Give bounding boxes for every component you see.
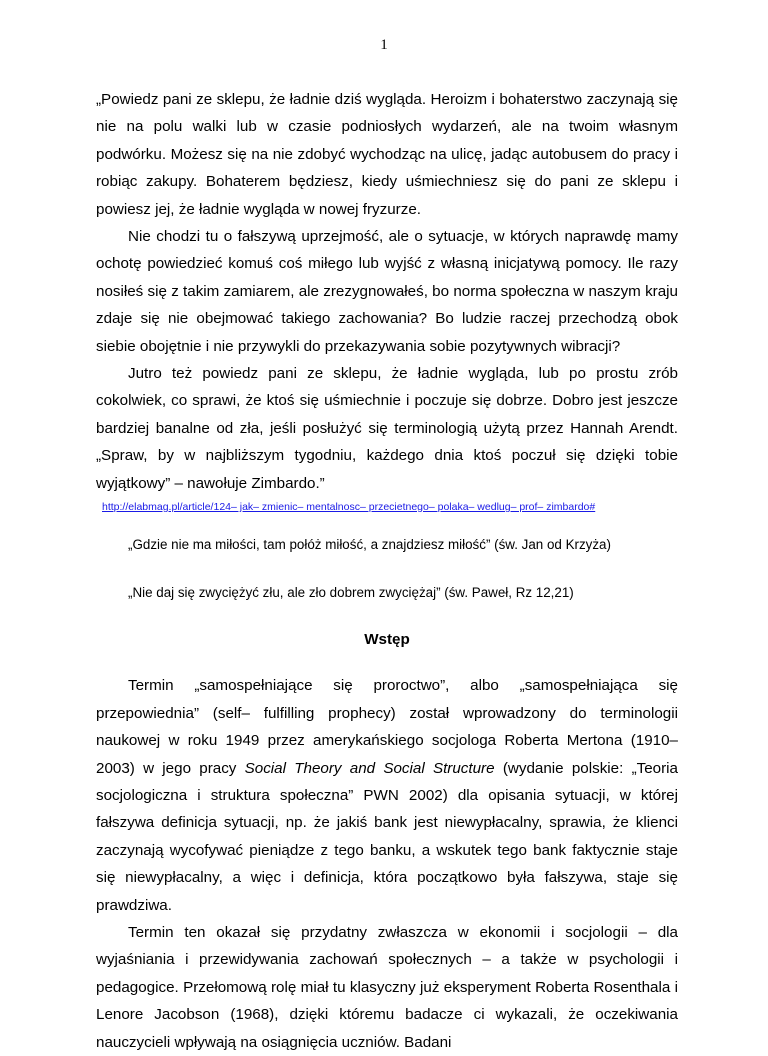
body-paragraph-2: Termin ten okazał się przydatny zwłaszcza w ekonomii i socjologii – dla wyjaśniania i przewidywania zachowań społecznych – a także w psychologii i pedagogice. Przełomową rolę miał tu klasyczny już eksperyment Roberta Rosenthala i Lenore Jacobson (1968), dzięki któremu badacze ci wykazali, że oczekiwania nauczycieli wpływają na osiągnięcia uczniów. Badani — [96, 923, 678, 1051]
body-paragraph-1 — [96, 672, 678, 919]
intro-paragraph-3: Jutro też powiedz pani ze sklepu, że ładnie wygląda, lub po prostu zrób cokolwiek, co sprawi, że ktoś się uśmiechnie i poczuje się dobrze. Dobro jest jeszcze bardziej banalne od zła, jeśli posłużyć się terminologią użytą przez Hannah Arendt. „Spraw, by w najbliższym tygodniu, każdego dnia ktoś poczuł się dzięki tobie wyjątkowy” – nawołuje Zimbardo.” — [96, 365, 678, 492]
intro-paragraph-1: „Powiedz pani ze sklepu, że ładnie dziś wygląda. Heroizm i bohaterstwo zaczynają się nie na polu walki lub w czasie podniosłych wydarzeń, ale na twoim własnym podwórku. Możesz się na nie zdobyć wychodząc na ulicę, jadąc autobusem do pracy i robiąc zakupy. Bohaterem będziesz, kiedy uśmiechniesz się do pani ze sklepu i powiesz jej, że ładnie wygląda w nowej fryzurze. — [96, 91, 678, 218]
source-link[interactable]: http://elabmag.pl/article/124– jak– zmienic– mentalnosc– przecietnego– polaka– wedlug– prof– zimbardo# — [102, 501, 596, 514]
body-paragraph-1-part-a: Termin „samospełniające się proroctwo”, albo „samospełniająca się przepowiednia” (self– fulfilling prophecy) został wprowadzony do terminologii naukowej w roku 1949 przez amerykańskiego socjologa Roberta Mertona (1910–2003) w jego pracy — [96, 677, 678, 777]
document-body — [96, 86, 678, 1056]
body-paragraph-1-part-b: (wydanie polskie: „Teoria socjologiczna i struktura społeczna” PWN 2002) dla opisania sytuacji, w której fałszywa definicja sytuacji, np. że jakiś bank jest niewypłacalny, sprawia, że klienci zaczynają wycofywać pieniądze z tego banku, a wskutek tego bank faktycznie staje się niewypłacalny, a więc i definicja, która początkowo była fałszywa, staje się prawdziwa. — [96, 759, 679, 914]
book-title: Social Theory and Social Structure — [244, 759, 495, 777]
page-number: 1 — [380, 37, 388, 53]
quote-john-of-the-cross: „Gdzie nie ma miłości, tam połóż miłość, a znajdziesz miłość” (św. Jan od Krzyża) — [128, 537, 611, 553]
intro-paragraph-2: Nie chodzi tu o fałszywą uprzejmość, ale o sytuacje, w których naprawdę mamy ochotę powiedzieć komuś coś miłego lub wyjść z własną inicjatywą pomocy. Ile razy nosiłeś się z takim zamiarem, ale zrezygnowałeś, bo norma społeczna w naszym kraju zdaje się nie obejmować takiego zachowania? Bo ludzie raczej przechodzą obok siebie obojętnie i nie przywykli do przekazywania sobie pozytywnych wibracji? — [96, 228, 678, 355]
section-heading: Wstęp — [364, 630, 410, 648]
quote-st-paul: „Nie daj się zwyciężyć złu, ale zło dobrem zwyciężaj” (św. Paweł, Rz 12,21) — [128, 584, 574, 600]
